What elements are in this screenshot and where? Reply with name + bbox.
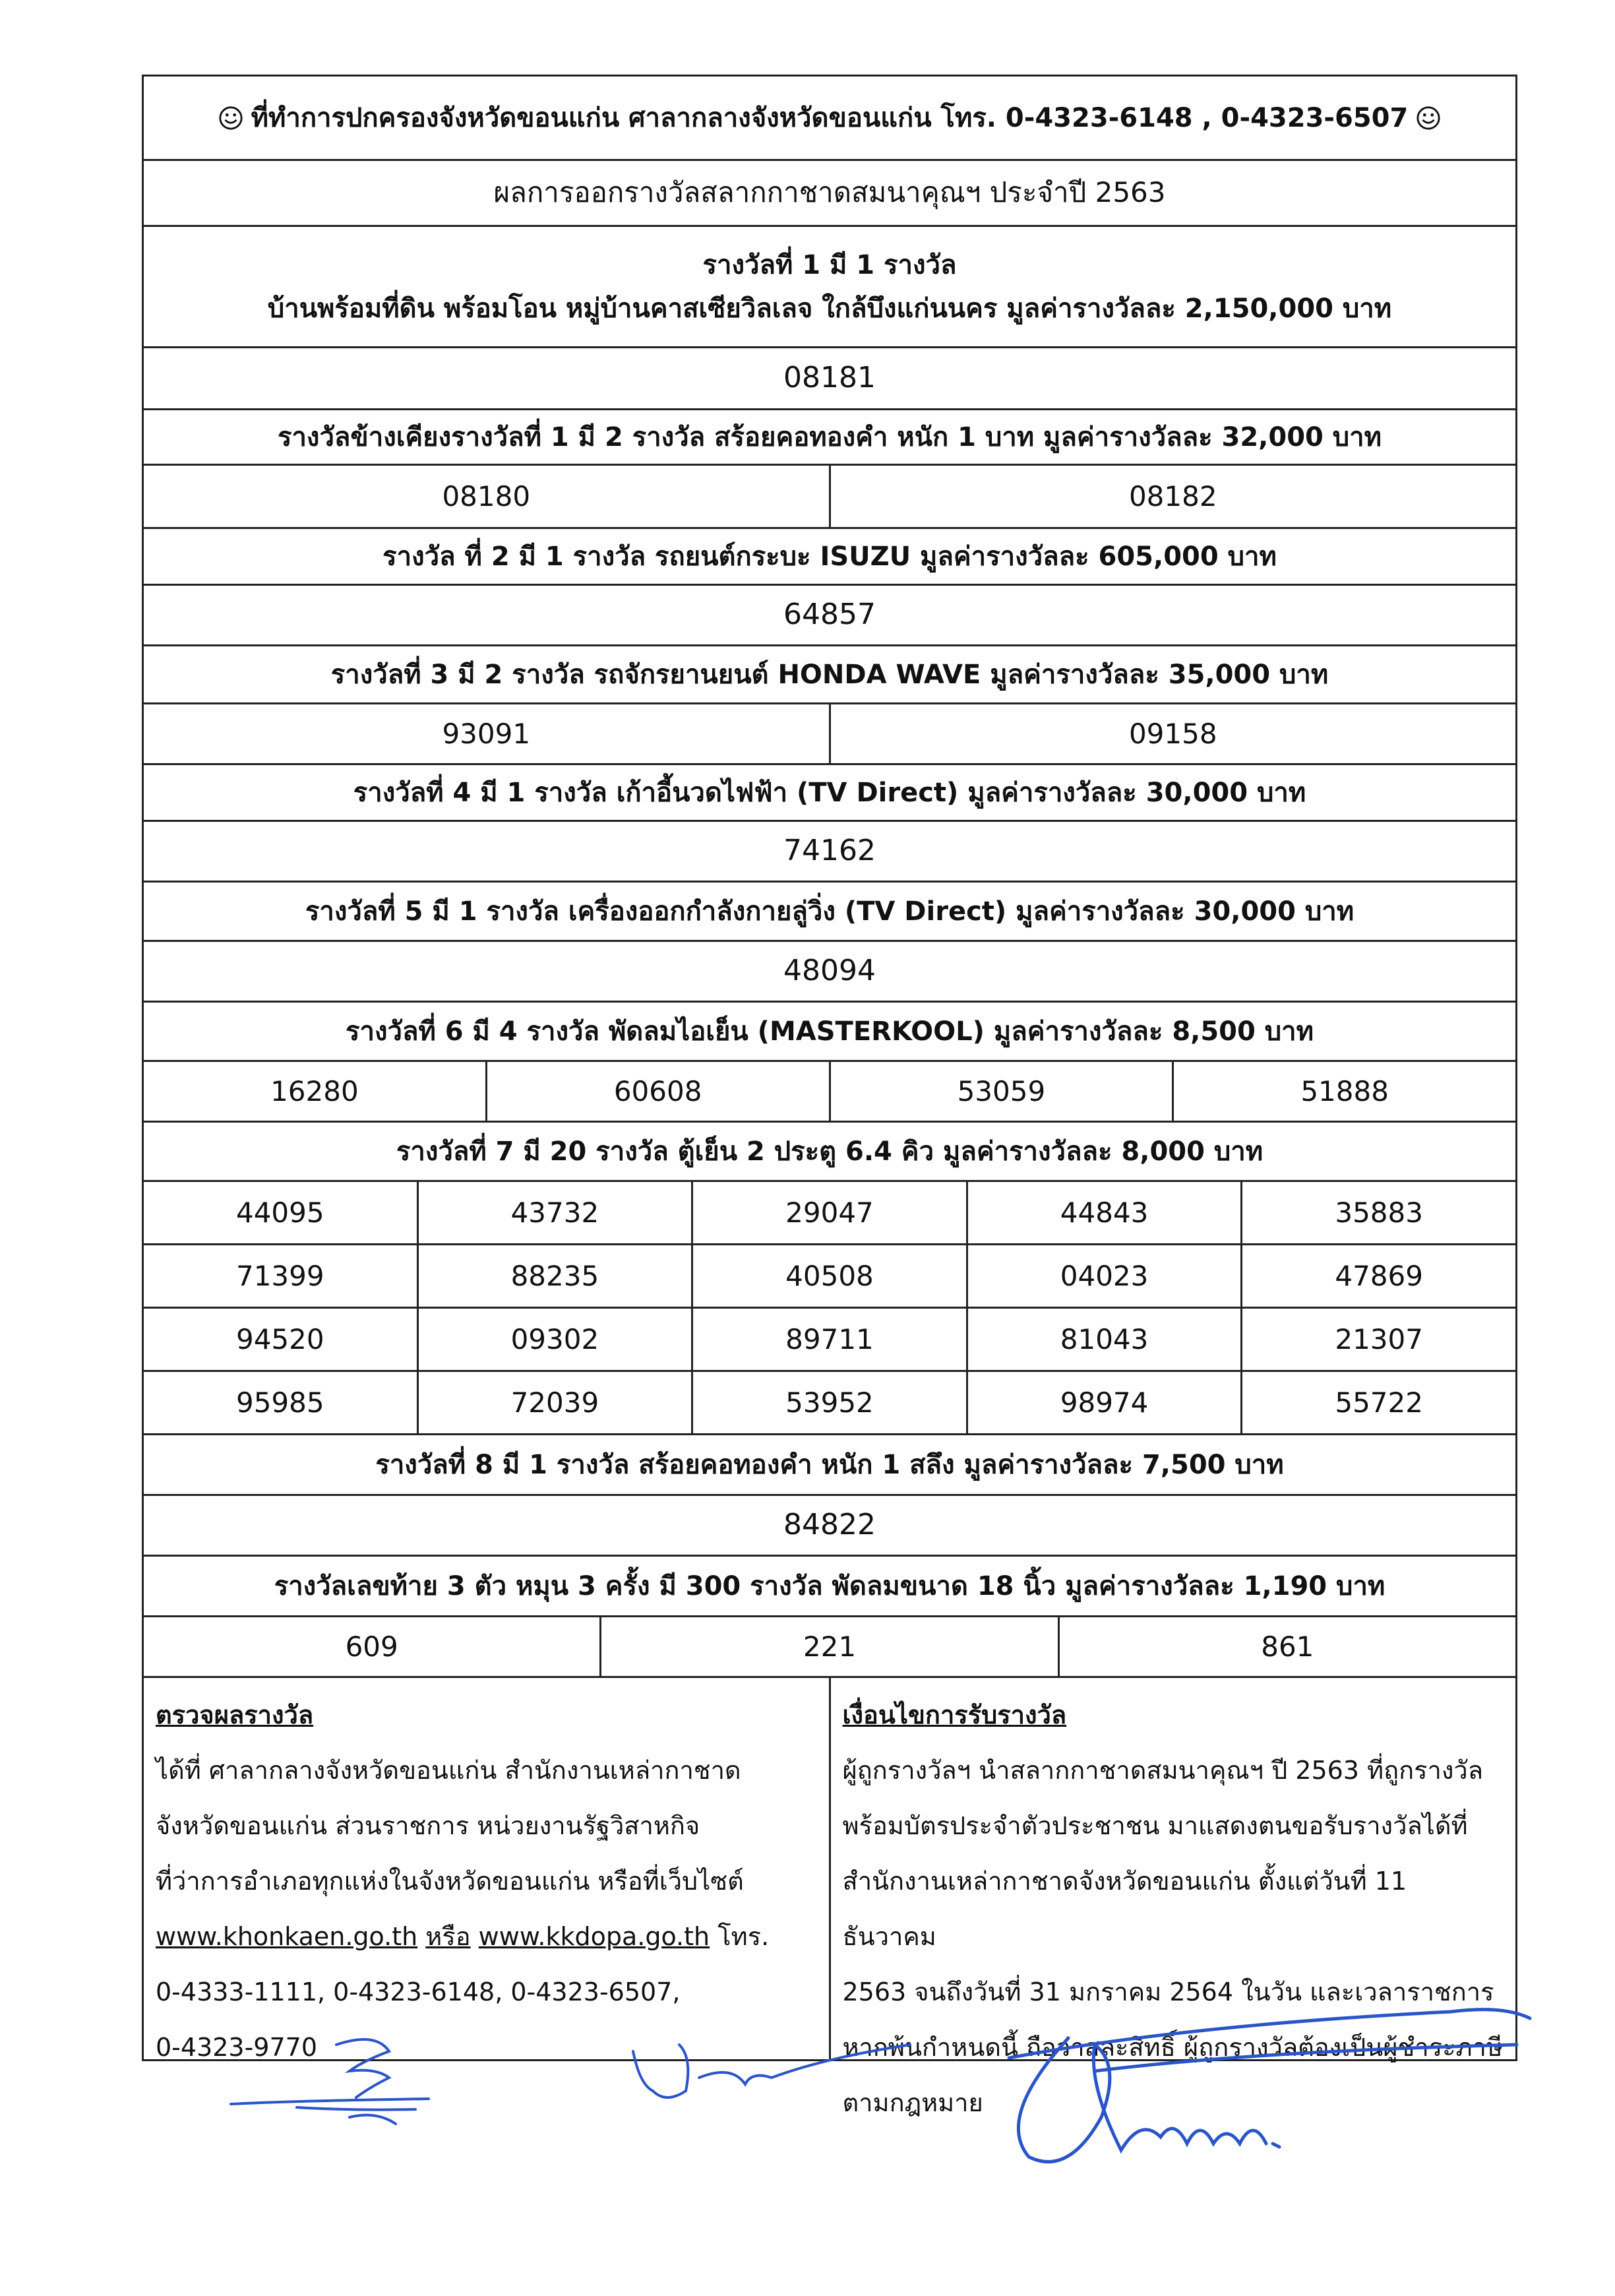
conditions-text-line: หากพ้นกำหนดนี้ ถือว่าสละสิทธิ์ ผู้ถูกรางวัลต้องเป็นผู้ชำระภาษี	[842, 2033, 1503, 2062]
conditions-text-line: ผู้ถูกรางวัลฯ นำสลากกาชาดสมนาคุณฯ ปี 2563 ที่ถูกรางวัล	[842, 1756, 1484, 1785]
winning-number: 60608	[487, 1062, 831, 1121]
last3-number-row	[144, 1617, 1515, 1678]
winning-number: 16280	[144, 1062, 487, 1121]
prize4-title: รางวัลที่ 4 มี 1 รางวัล เก้าอี้นวดไฟฟ้า (TV Direct) มูลค่ารางวัลละ 30,000 บาท	[353, 777, 1306, 808]
prize1-title-row	[144, 227, 1515, 348]
prize1-description: บ้านพร้อมที่ดิน พร้อมโอน หมู่บ้านคาสเซียวิลเลจ ใกล้บึงแก่นนคร มูลค่ารางวัลละ 2,150,000 บาท	[267, 293, 1392, 324]
winning-number: 08181	[783, 361, 876, 395]
or-text: หรือ	[425, 1922, 471, 1951]
contact-line: ที่ทำการปกครองจังหวัดขอนแก่น ศาลากลางจังหวัดขอนแก่น โทร. 0-4323-6148 , 0-4323-6507	[251, 102, 1409, 133]
prize7-number-row	[144, 1309, 1515, 1372]
winning-number: 51888	[1300, 1075, 1389, 1107]
winning-number: 29047	[693, 1182, 968, 1243]
prize5-title-row	[144, 883, 1515, 942]
winning-number: 35883	[1335, 1196, 1423, 1229]
winning-number: 53952	[693, 1372, 968, 1433]
winning-number: 64857	[783, 598, 876, 632]
winning-number: 43732	[419, 1182, 694, 1243]
near1-title-row	[144, 410, 1515, 466]
prize7-title-row	[144, 1123, 1515, 1182]
signature-image	[626, 2032, 917, 2130]
prize7-title: รางวัลที่ 7 มี 20 รางวัล ตู้เย็น 2 ประตู 6.4 คิว มูลค่ารางวัลละ 8,000 บาท	[396, 1136, 1264, 1167]
winning-number: 44095	[144, 1182, 419, 1243]
prize2-title: รางวัล ที่ 2 มี 1 รางวัล รถยนต์กระบะ ISUZU มูลค่ารางวัลละ 605,000 บาท	[382, 541, 1277, 572]
tel-label: โทร.	[717, 1922, 770, 1951]
prize7-number-row	[144, 1182, 1515, 1245]
winning-number: 609	[144, 1617, 601, 1676]
prize7-number-row	[144, 1372, 1515, 1435]
winning-number: 861	[1261, 1630, 1314, 1663]
website-link[interactable]: www.khonkaen.go.th	[156, 1922, 418, 1951]
winning-number: 89711	[693, 1309, 968, 1370]
prize8-title: รางวัลที่ 8 มี 1 รางวัล สร้อยคอทองคำ หนัก 1 สลึง มูลค่ารางวัลละ 7,500 บาท	[375, 1449, 1284, 1480]
winning-number: 48094	[783, 954, 876, 988]
conditions-text-line: 2563 จนถึงวันที่ 31 มกราคม 2564 ในวัน และเวลาราชการ	[842, 1977, 1494, 2006]
last3-title-row	[144, 1557, 1515, 1617]
near1-number-row	[144, 466, 1515, 529]
prize3-number-row	[144, 704, 1515, 765]
conditions-text-line: พร้อมบัตรประจำตัวประชาชน มาแสดงตนขอรับรางวัลได้ที่	[842, 1811, 1468, 1840]
prize2-number-row	[144, 586, 1515, 646]
winning-number: 09302	[419, 1309, 694, 1370]
winning-number: 44843	[968, 1182, 1243, 1243]
check-results-section	[144, 1678, 831, 2062]
document-title: ผลการออกรางวัลสลากกาชาดสมนาคุณฯ ประจำปี 2563	[493, 176, 1166, 209]
prize3-title: รางวัลที่ 3 มี 2 รางวัล รถจักรยานยนต์ HONDA WAVE มูลค่ารางวัลละ 35,000 บาท	[330, 659, 1329, 690]
prize2-title-row	[144, 529, 1515, 586]
check-text-line	[156, 1909, 817, 1964]
prize5-number-row	[144, 942, 1515, 1003]
winning-number: 53059	[831, 1062, 1174, 1121]
signature-image	[989, 1985, 1543, 2183]
prize4-number-row	[144, 822, 1515, 883]
results-document	[142, 75, 1517, 2117]
prize8-title-row	[144, 1435, 1515, 1496]
conditions-heading: เงื่อนไขการรับรางวัล	[842, 1700, 1067, 1729]
winning-number: 04023	[968, 1245, 1243, 1307]
last3-title: รางวัลเลขท้าย 3 ตัว หมุน 3 ครั้ง มี 300 รางวัล พัดลมขนาด 18 นิ้ว มูลค่ารางวัลละ 1,190 บาท	[274, 1570, 1386, 1601]
winning-number: 71399	[144, 1245, 419, 1307]
winning-number: 81043	[968, 1309, 1243, 1370]
document-title-row	[144, 161, 1515, 227]
check-text-line: จังหวัดขอนแก่น ส่วนราชการ หน่วยงานรัฐวิสาหกิจ	[156, 1811, 700, 1840]
check-text-line: ได้ที่ ศาลากลางจังหวัดขอนแก่น สำนักงานเหล่ากาชาด	[156, 1756, 741, 1785]
winning-number: 88235	[419, 1245, 694, 1307]
conditions-text-line: สำนักงานเหล่ากาชาดจังหวัดขอนแก่น ตั้งแต่วันที่ 11 ธันวาคม	[842, 1867, 1407, 1951]
winning-number: 98974	[968, 1372, 1243, 1433]
prize8-number-row	[144, 1496, 1515, 1557]
prize7-number-row	[144, 1245, 1515, 1309]
smiley-icon	[1416, 106, 1441, 131]
prize6-title: รางวัลที่ 6 มี 4 รางวัล พัดลมไอเย็น (MASTERKOOL) มูลค่ารางวัลละ 8,500 บาท	[346, 1016, 1314, 1047]
winning-number: 74162	[783, 834, 876, 868]
prize1-title: รางวัลที่ 1 มี 1 รางวัล	[702, 249, 957, 280]
signature-image	[218, 2025, 435, 2137]
check-text-line: 0-4323-9770	[156, 2033, 318, 2062]
winning-number: 47869	[1335, 1260, 1423, 1292]
website-link[interactable]: www.kkdopa.go.th	[478, 1922, 710, 1951]
winning-number: 40508	[693, 1245, 968, 1307]
winning-number: 72039	[419, 1372, 694, 1433]
winning-number: 09158	[1128, 718, 1217, 750]
winning-number: 55722	[1335, 1386, 1423, 1419]
winning-number: 84822	[783, 1508, 876, 1542]
winning-number: 221	[601, 1617, 1059, 1676]
prize1-number-row	[144, 348, 1515, 410]
winning-number: 21307	[1335, 1323, 1423, 1355]
check-text-line: 0-4333-1111, 0-4323-6148, 0-4323-6507,	[156, 1977, 681, 2006]
winning-number: 93091	[144, 704, 831, 763]
header-contact-row	[144, 77, 1515, 161]
conditions-text-line: ตามกฎหมาย	[842, 2088, 983, 2117]
prize6-title-row	[144, 1003, 1515, 1062]
prize3-title-row	[144, 646, 1515, 704]
prize5-title: รางวัลที่ 5 มี 1 รางวัล เครื่องออกกำลังกายลู่วิ่ง (TV Direct) มูลค่ารางวัลละ 30,000 บาท	[305, 896, 1355, 927]
winning-number: 95985	[144, 1372, 419, 1433]
prize4-title-row	[144, 765, 1515, 822]
near1-title: รางวัลข้างเคียงรางวัลที่ 1 มี 2 รางวัล สร้อยคอทองคำ หนัก 1 บาท มูลค่ารางวัลละ 32,000 บาท	[277, 421, 1382, 452]
prize6-number-row	[144, 1062, 1515, 1123]
smiley-icon	[218, 106, 243, 131]
check-results-heading: ตรวจผลรางวัล	[156, 1700, 314, 1729]
winning-number: 08182	[1128, 480, 1217, 512]
winning-number: 94520	[144, 1309, 419, 1370]
winning-number: 08180	[144, 466, 831, 527]
check-text-line: ที่ว่าการอำเภอทุกแห่งในจังหวัดขอนแก่น หรือที่เว็บไซต์	[156, 1867, 744, 1896]
